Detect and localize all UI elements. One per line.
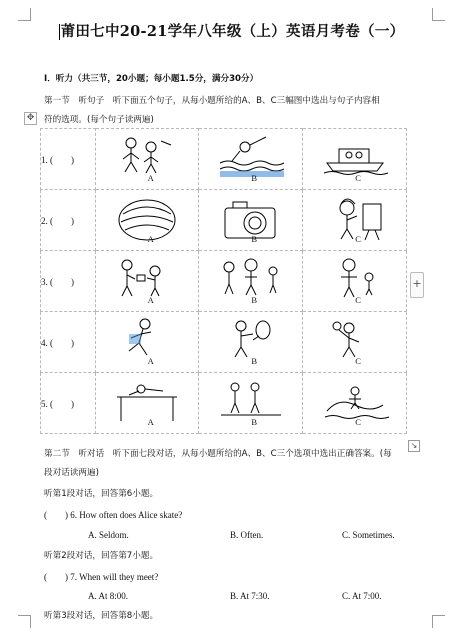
option-letter: A — [147, 356, 154, 366]
option-letter: A — [147, 295, 154, 305]
question-number[interactable]: 4. ( ) — [41, 312, 96, 373]
option-letter: C — [355, 356, 361, 366]
option-cell[interactable] — [303, 373, 407, 434]
question7-option-b: B. At 7:30. — [230, 591, 270, 601]
option-letter: C — [355, 295, 361, 305]
question-row — [41, 251, 407, 312]
question-number[interactable]: 1. ( ) — [41, 129, 96, 190]
option-cell[interactable] — [95, 251, 199, 312]
option-cell[interactable] — [95, 373, 199, 434]
question6-option-b: B. Often. — [230, 530, 264, 540]
question-row — [41, 129, 407, 190]
question7-stem: ( ) 7. When will they meet? — [44, 572, 159, 582]
question7-option-c: C. At 7:00. — [342, 591, 382, 601]
option-letter: B — [251, 417, 258, 427]
dialog6-label: 听第1段对话，回答第6小题。 — [44, 489, 159, 499]
option-letter: A — [147, 417, 154, 427]
dialog8-label: 听第3段对话，回答第8小题。 — [44, 611, 159, 621]
question-number[interactable]: 2. ( ) — [41, 190, 96, 251]
question-number[interactable]: 3. ( ) — [41, 251, 96, 312]
crop-mark-bottom-right — [432, 615, 445, 628]
question6-option-a: A. Seldom. — [88, 530, 129, 540]
option-cell[interactable] — [199, 129, 303, 190]
option-cell[interactable] — [199, 312, 303, 373]
option-cell[interactable] — [303, 251, 407, 312]
title-text: 莆田七中20-21学年八年级（上）英语月考卷（一） — [60, 23, 405, 40]
crop-mark-bottom-left — [18, 615, 31, 628]
option-cell[interactable] — [303, 312, 407, 373]
question6-stem: ( ) 6. How often does Alice skate? — [44, 510, 183, 520]
part2-intro-line2: 段对话读两遍) — [44, 468, 99, 478]
option-letter: B — [251, 295, 258, 305]
add-row-plus-icon[interactable]: + — [410, 272, 424, 298]
option-cell[interactable] — [199, 190, 303, 251]
question-row — [41, 373, 407, 434]
option-letter: B — [251, 173, 258, 183]
option-cell[interactable] — [95, 190, 199, 251]
document-title[interactable] — [0, 20, 463, 41]
option-letter: B — [251, 234, 258, 244]
table-resize-handle-icon[interactable]: ↘ — [408, 440, 420, 452]
part1-intro-line1: 第一节 听句子 听下面五个句子，从每小题所给的A、B、C三幅图中选出与句子内容相 — [44, 96, 380, 106]
part1-intro-line2: 符的选项。(每个句子读两遍) — [44, 115, 154, 125]
option-letter: A — [147, 173, 154, 183]
text-cursor — [59, 24, 60, 40]
option-cell[interactable] — [199, 251, 303, 312]
question-row — [41, 312, 407, 373]
option-letter: B — [251, 356, 258, 366]
question-row — [41, 190, 407, 251]
section1-heading: I．听力（共三节，20小题；每小题1.5分，满分30分） — [44, 74, 259, 84]
dialog7-label: 听第2段对话，回答第7小题。 — [44, 551, 159, 561]
option-cell[interactable] — [303, 129, 407, 190]
option-letter: C — [355, 173, 361, 183]
option-cell[interactable] — [303, 190, 407, 251]
option-cell[interactable] — [95, 129, 199, 190]
option-cell[interactable] — [95, 312, 199, 373]
option-letter: C — [355, 234, 361, 244]
table-move-handle-icon[interactable]: ✥ — [24, 112, 37, 125]
option-letter: A — [147, 234, 154, 244]
option-letter: C — [355, 417, 361, 427]
part2-intro-line1: 第二节 听对话 听下面七段对话，从每小题所给的A、B、C三个选项中选出正确答案。(每 — [44, 449, 392, 459]
question-number[interactable]: 5. ( ) — [41, 373, 96, 434]
listening-picture-table — [40, 128, 407, 434]
question6-option-c: C. Sometimes. — [342, 530, 395, 540]
question7-option-a: A. At 8:00. — [88, 591, 129, 601]
option-cell[interactable] — [199, 373, 303, 434]
